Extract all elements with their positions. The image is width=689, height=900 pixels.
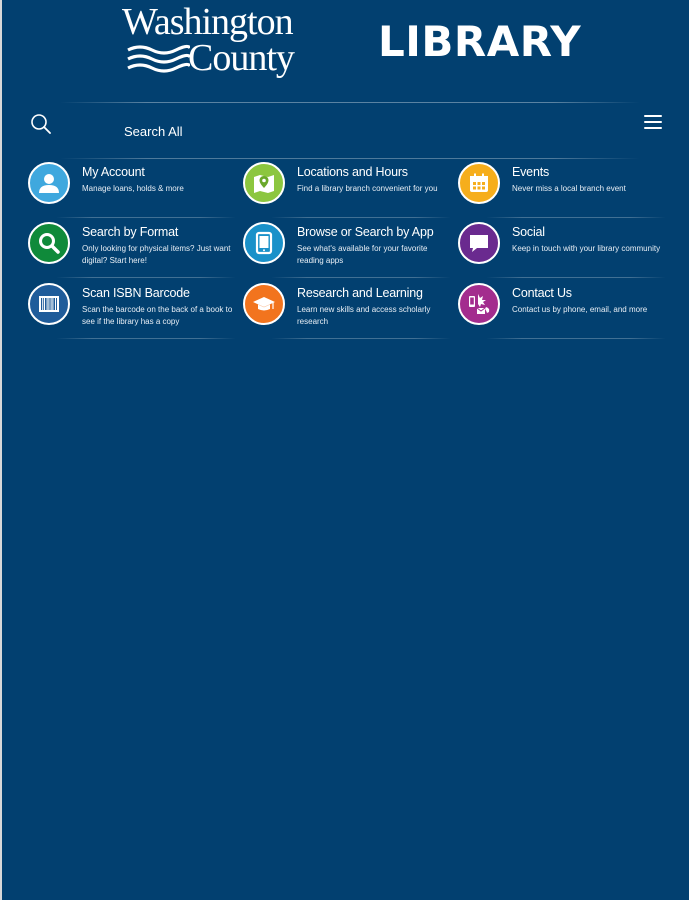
app-screen [2, 0, 689, 900]
tile-description: Keep in touch with your library community [512, 244, 661, 253]
tile-description: Never miss a local branch event [512, 184, 626, 193]
tile-title: Locations and Hours [297, 165, 408, 179]
magnifier-icon [37, 231, 61, 255]
graduation-cap-icon [252, 292, 276, 316]
tile-divider [271, 338, 451, 339]
tile-icon-circle [28, 283, 70, 325]
tile-divider [271, 217, 451, 218]
tile-description: See what's available for your favorite reading apps [297, 244, 428, 265]
tile-title: Events [512, 165, 550, 179]
tile-icon-circle [458, 283, 500, 325]
library-title: LIBRARY [378, 17, 582, 66]
tile-research-and-learning[interactable] [243, 283, 455, 341]
tile-description: Scan the barcode on the back of a book to see if the library has a copy [82, 305, 233, 326]
tile-locations-and-hours[interactable] [243, 162, 455, 220]
tile-description: Contact us by phone, email, and more [512, 305, 648, 314]
search-divider-bottom [60, 158, 640, 159]
tile-title: My Account [82, 165, 145, 179]
tile-description: Manage loans, holds & more [82, 184, 184, 193]
tile-divider [56, 217, 236, 218]
washington-county-logo[interactable] [122, 2, 332, 82]
speech-bubble-icon [467, 231, 491, 255]
tile-icon-circle [243, 162, 285, 204]
user-icon [37, 171, 61, 195]
tile-description: Find a library branch convenient for you [297, 184, 438, 193]
search-divider-top [60, 102, 640, 103]
tile-icon-circle [28, 222, 70, 264]
hamburger-menu-icon[interactable] [644, 114, 662, 130]
tile-browse-or-search-by-app[interactable] [243, 222, 455, 280]
tile-title: Browse or Search by App [297, 225, 434, 239]
tile-divider [486, 217, 666, 218]
map-pin-icon [252, 171, 276, 195]
barcode-icon [37, 292, 61, 316]
logo-waves-icon [126, 42, 190, 76]
tile-contact-us[interactable] [458, 283, 670, 341]
logo-text-county: County [188, 37, 294, 79]
logo-text-washington: Washington [122, 1, 293, 43]
tile-search-by-format[interactable] [28, 222, 240, 280]
search-icon[interactable] [30, 113, 52, 135]
tile-title: Search by Format [82, 225, 179, 239]
tile-divider [56, 338, 236, 339]
tile-icon-circle [458, 162, 500, 204]
tile-my-account[interactable] [28, 162, 240, 220]
calendar-icon [467, 171, 491, 195]
tile-title: Research and Learning [297, 286, 423, 300]
tile-title: Contact Us [512, 286, 572, 300]
tile-divider [56, 277, 236, 278]
tile-title: Scan ISBN Barcode [82, 286, 190, 300]
contact-devices-icon [467, 292, 491, 316]
tile-title: Social [512, 225, 545, 239]
tile-icon-circle [243, 222, 285, 264]
tile-scan-isbn-barcode[interactable] [28, 283, 240, 341]
tile-description: Learn new skills and access scholarly research [297, 305, 431, 326]
tablet-icon [252, 231, 276, 255]
tile-icon-circle [28, 162, 70, 204]
tile-divider [486, 338, 666, 339]
tile-description: Only looking for physical items? Just want digital? Start here! [82, 244, 231, 265]
tile-events[interactable] [458, 162, 670, 220]
tile-divider [271, 277, 451, 278]
tile-icon-circle [458, 222, 500, 264]
search-input[interactable] [120, 120, 628, 142]
tile-icon-circle [243, 283, 285, 325]
tile-divider [486, 277, 666, 278]
tile-social[interactable] [458, 222, 670, 280]
